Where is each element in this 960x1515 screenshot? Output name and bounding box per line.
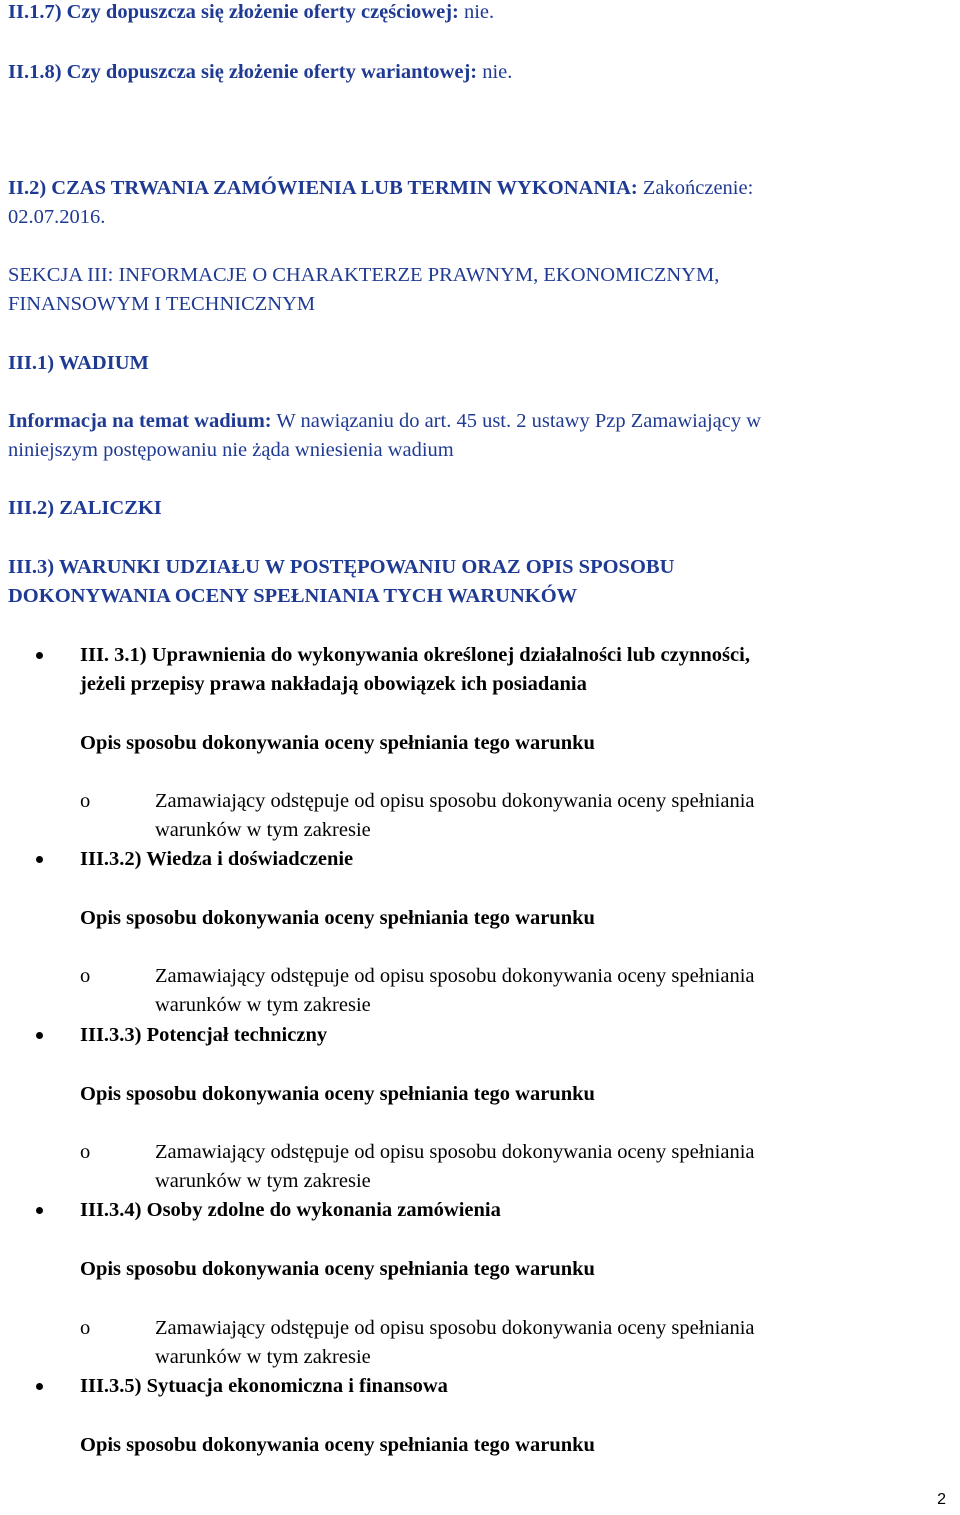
sub-marker: o xyxy=(80,1317,91,1339)
wadium-info-value-line2: niniejszym postępowaniu nie żąda wniesienia wadium xyxy=(8,439,454,461)
opis-label: Opis sposobu dokonywania oceny spełniania tego warunku xyxy=(80,732,595,754)
heading-iii-2: III.2) ZALICZKI xyxy=(8,497,162,519)
opis-label: Opis sposobu dokonywania oceny spełniania tego warunku xyxy=(80,1083,595,1105)
heading-iii-3-line2: DOKONYWANIA OCENY SPEŁNIANIA TYCH WARUNKÓW xyxy=(8,585,578,607)
sub-text-line2: warunków w tym zakresie xyxy=(155,819,371,841)
sub-marker: o xyxy=(80,790,91,812)
item-ii-1-8 xyxy=(8,59,512,85)
opis-label: Opis sposobu dokonywania oceny spełniania tego warunku xyxy=(80,1258,595,1280)
item-ii-1-7-value: nie. xyxy=(458,1,495,23)
item-ii-1-7 xyxy=(8,0,494,25)
sub-text-line1: Zamawiający odstępuje od opisu sposobu dokonywania oceny spełniania xyxy=(155,965,755,987)
sub-text-line2: warunków w tym zakresie xyxy=(155,1346,371,1368)
bullet xyxy=(36,1207,43,1214)
bullet xyxy=(36,856,43,863)
wadium-info xyxy=(8,408,761,434)
wadium-info-label: Informacja na temat wadium: xyxy=(8,410,272,432)
bullet xyxy=(36,1032,43,1039)
section-iii-title-line2: FINANSOWYM I TECHNICZNYM xyxy=(8,293,316,315)
sub-marker: o xyxy=(80,1141,91,1163)
opis-label: Opis sposobu dokonywania oceny spełniania tego warunku xyxy=(80,1434,595,1456)
item-ii-1-8-label: II.1.8) Czy dopuszcza się złożenie oferty wariantowej: xyxy=(8,61,478,83)
sub-text-line1: Zamawiający odstępuje od opisu sposobu dokonywania oceny spełniania xyxy=(155,1141,755,1163)
item-ii-2-label: II.2) CZAS TRWANIA ZAMÓWIENIA LUB TERMIN WYKONANIA: xyxy=(8,177,638,199)
item-ii-2-date: 02.07.2016. xyxy=(8,206,106,228)
item-iii-3-3: III.3.3) Potencjał techniczny xyxy=(80,1024,328,1046)
heading-iii-3-line1: III.3) WARUNKI UDZIAŁU W POSTĘPOWANIU ORAZ OPIS SPOSOBU xyxy=(8,556,675,578)
item-iii-3-1-line2: jeżeli przepisy prawa nakładają obowiązek ich posiadania xyxy=(80,673,587,695)
section-iii-title-line1: SEKCJA III: INFORMACJE O CHARAKTERZE PRAWNYM, EKONOMICZNYM, xyxy=(8,264,720,286)
page-number: 2 xyxy=(937,1491,946,1508)
heading-iii-1: III.1) WADIUM xyxy=(8,352,149,374)
sub-text-line1: Zamawiający odstępuje od opisu sposobu dokonywania oceny spełniania xyxy=(155,790,755,812)
bullet xyxy=(36,1383,43,1390)
bullet xyxy=(36,652,43,659)
sub-text-line2: warunków w tym zakresie xyxy=(155,994,371,1016)
item-ii-2-value: Zakończenie: xyxy=(637,177,754,199)
wadium-info-value: W nawiązaniu do art. 45 ust. 2 ustawy Pzp Zamawiający w xyxy=(271,410,762,432)
item-iii-3-5: III.3.5) Sytuacja ekonomiczna i finansowa xyxy=(80,1375,448,1397)
sub-text-line2: warunków w tym zakresie xyxy=(155,1170,371,1192)
item-iii-3-1-line1: III. 3.1) Uprawnienia do wykonywania określonej działalności lub czynności, xyxy=(80,644,750,666)
item-ii-1-8-value: nie. xyxy=(477,61,513,83)
sub-marker: o xyxy=(80,965,91,987)
item-ii-1-7-label: II.1.7) Czy dopuszcza się złożenie oferty częściowej: xyxy=(8,1,459,23)
item-iii-3-2: III.3.2) Wiedza i doświadczenie xyxy=(80,848,354,870)
item-ii-2 xyxy=(8,175,753,201)
sub-text-line1: Zamawiający odstępuje od opisu sposobu dokonywania oceny spełniania xyxy=(155,1317,755,1339)
item-iii-3-4: III.3.4) Osoby zdolne do wykonania zamówienia xyxy=(80,1199,501,1221)
opis-label: Opis sposobu dokonywania oceny spełniania tego warunku xyxy=(80,907,595,929)
